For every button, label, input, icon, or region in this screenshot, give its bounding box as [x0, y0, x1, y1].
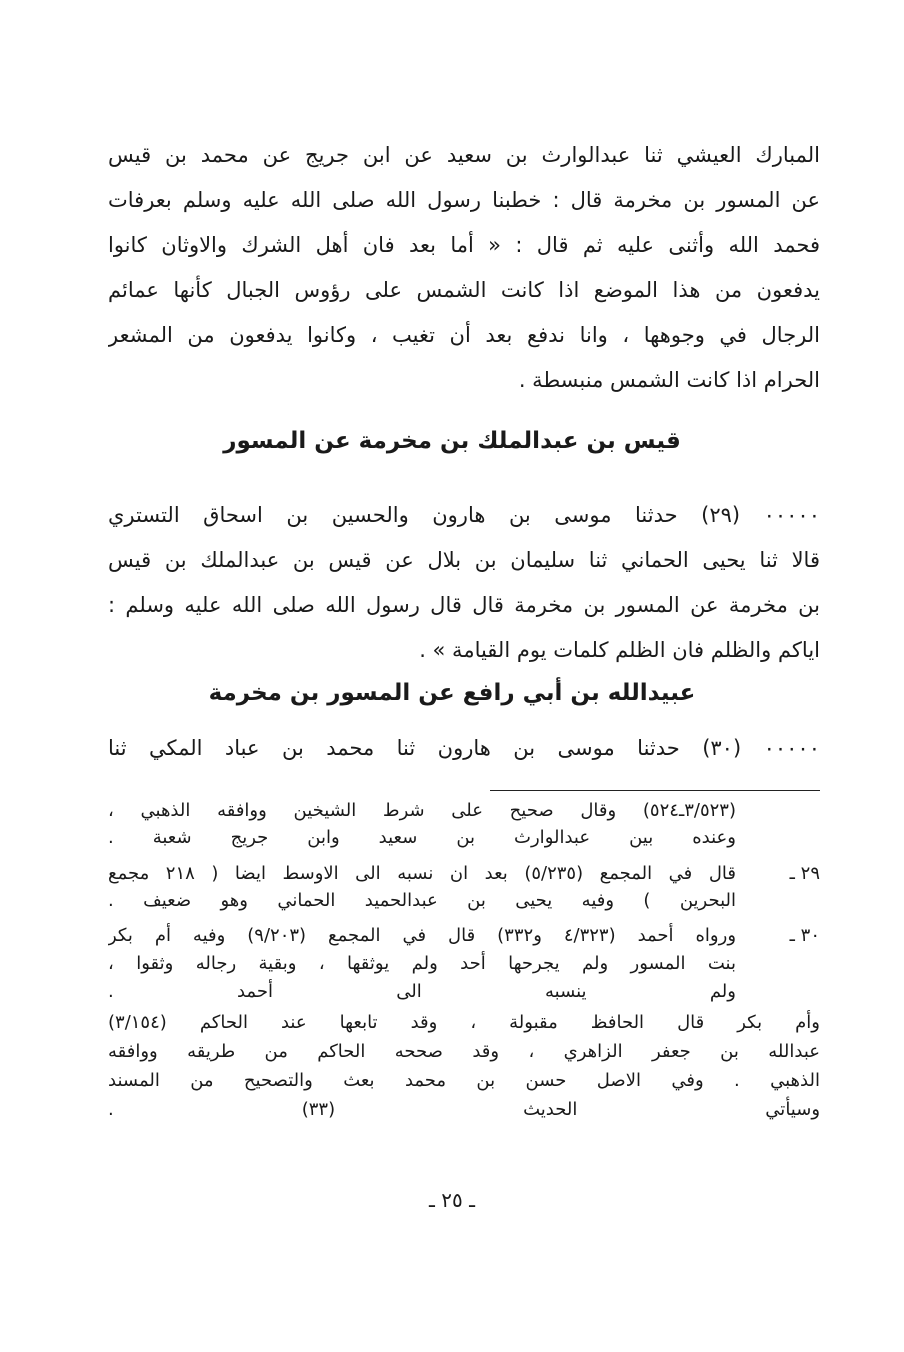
body-line: ٠٠٠٠٠ (٢٩) حدثنا موسى بن هارون والحسين بن اسحاق التستري	[108, 503, 820, 527]
footnote-line: بنت المسور ولم يجرحها أحد ولم يوثقها ، وبقية رجاله وثقوا ،	[108, 953, 736, 974]
footnote-separator	[490, 790, 820, 791]
body-line: بن مخرمة عن المسور بن مخرمة قال قال رسول الله صلى الله عليه وسلم :	[108, 593, 820, 617]
section-heading: عبيدالله بن أبي رافع عن المسور بن مخرمة	[208, 680, 696, 706]
footnote-line: وعنده بين عبدالوارث بن سعيد وابن جريج شعبة .	[108, 827, 736, 848]
body-line: فحمد الله وأثنى عليه ثم قال : « أما بعد فان أهل الشرك والاوثان كانوا	[108, 233, 820, 257]
footnote-line: قال في المجمع (٥/٢٣٥) بعد ان نسبه الى الاوسط ايضا ( ٢١٨ مجمع	[108, 863, 736, 884]
footnote-line: البحرين ) وفيه يحيى بن عبدالحميد الحماني وهو ضعيف .	[108, 890, 736, 911]
body-line: الرجال في وجوهها ، وانا ندفع بعد أن تغيب ، وكانوا يدفعون من المشعر	[108, 323, 820, 347]
footnote-line: الذهبي . وفي الاصل حسن بن محمد بعث والتصحيح من المسند	[108, 1070, 820, 1091]
body-line: ٠٠٠٠٠ (٣٠) حدثنا موسى بن هارون ثنا محمد بن عباد المكي ثنا	[108, 736, 820, 760]
body-line: الحرام اذا كانت الشمس منبسطة .	[518, 368, 820, 392]
body-line: عن المسور بن مخرمة قال : خطبنا رسول الله صلى الله عليه وسلم بعرفات	[108, 188, 820, 212]
footnote-line: ورواه أحمد (٤/٣٢٣ و٣٣٢) قال في المجمع (٩/٢٠٣) وفيه أم بكر	[108, 925, 736, 946]
footnote-line: ولم ينسبه الى أحمد .	[108, 981, 736, 1002]
footnote-number: ٣٠ ـ	[789, 925, 820, 946]
footnote-line: (٣/٥٢٣ـ٥٢٤) وقال صحيح على شرط الشيخين ووافقه الذهبي ،	[108, 800, 736, 821]
footnote-line: عبدالله بن جعفر الزاهري ، وقد صححه الحاكم من طريقه ووافقه	[108, 1041, 820, 1062]
footnote-line: وسيأتي الحديث (٣٣) .	[108, 1099, 820, 1120]
body-line: اياكم والظلم فان الظلم كلمات يوم القيامة » .	[419, 638, 820, 662]
footnote-number: ٢٩ ـ	[789, 863, 820, 884]
section-heading: قيس بن عبدالملك بن مخرمة عن المسور	[223, 428, 681, 454]
page-number: ـ ٢٥ ـ	[429, 1188, 475, 1212]
body-line: قالا ثنا يحيى الحماني ثنا سليمان بن بلال عن قيس بن عبدالملك بن قيس	[108, 548, 820, 572]
footnote-line: وأم بكر قال الحافظ مقبولة ، وقد تابعها عند الحاكم (٣/١٥٤)	[108, 1012, 820, 1033]
body-line: يدفعون من هذا الموضع اذا كانت الشمس على رؤوس الجبال كأنها عمائم	[108, 278, 820, 302]
body-line: المبارك العيشي ثنا عبدالوارث بن سعيد عن ابن جريج عن محمد بن قيس	[108, 143, 820, 167]
